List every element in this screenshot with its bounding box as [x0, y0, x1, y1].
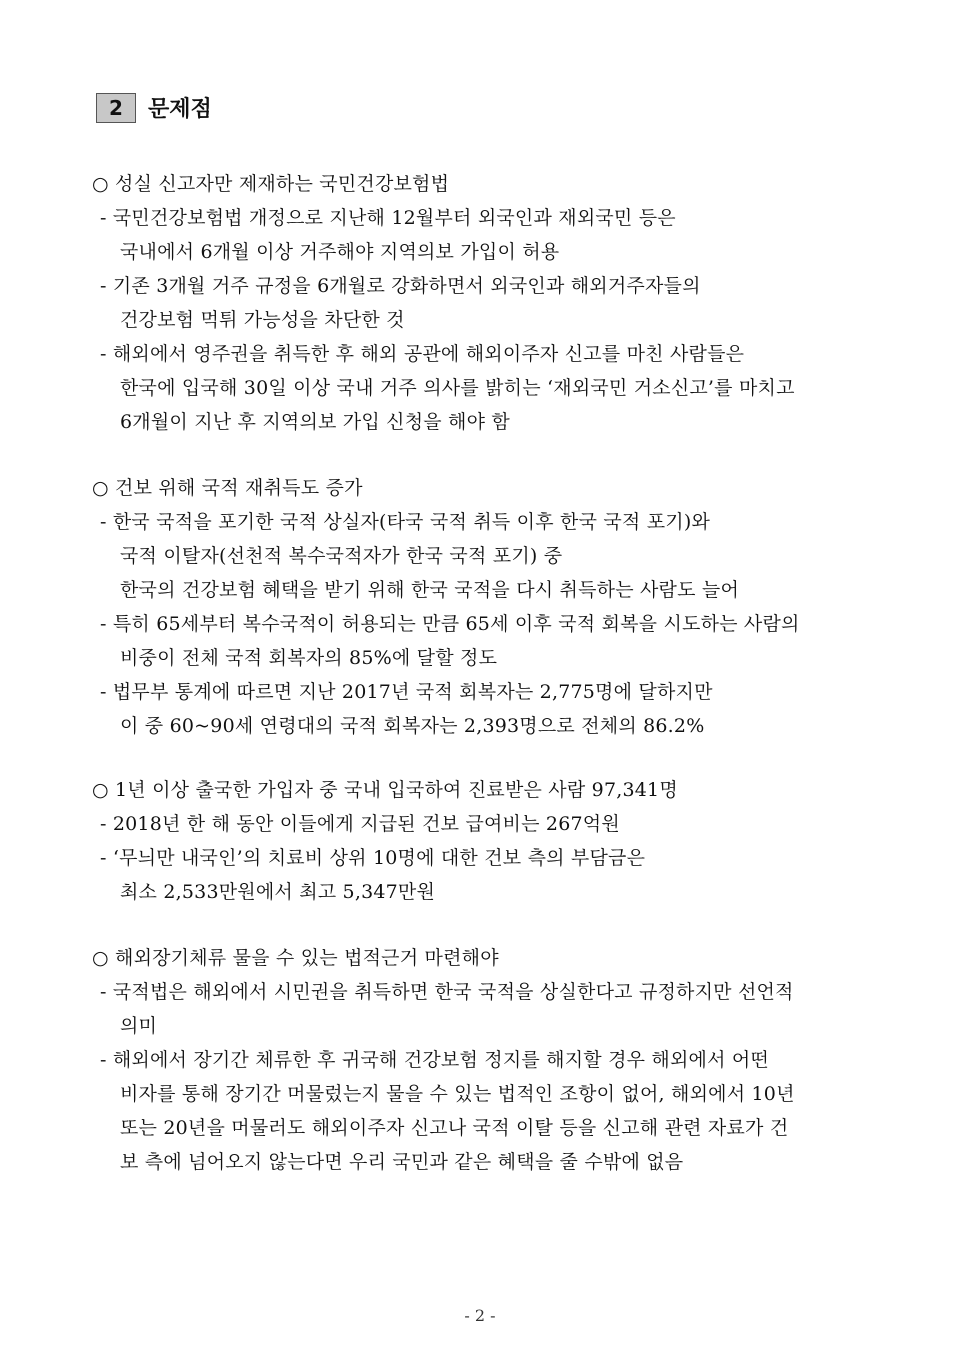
bullet-heading: ○ 건보 위해 국적 재취득도 증가: [92, 477, 363, 499]
bullet-heading: ○ 해외장기체류 물을 수 있는 법적근거 마련해야: [92, 947, 499, 969]
dash-item: - ‘무늬만 내국인’의 치료비 상위 10명에 대한 건보 측의 부담금은: [100, 847, 646, 869]
dash-item: - 특히 65세부터 복수국적이 허용되는 만큼 65세 이후 국적 회복을 시도하는 사람의: [100, 613, 800, 635]
continuation-line: 비자를 통해 장기간 머물렀는지 물을 수 있는 법적인 조항이 없어, 해외에서 10년: [120, 1083, 795, 1105]
continuation-line: 국내에서 6개월 이상 거주해야 지역의보 가입이 허용: [120, 241, 560, 263]
section-title: 문제점: [148, 97, 212, 122]
continuation-line: 보 측에 넘어오지 않는다면 우리 국민과 같은 혜택을 줄 수밖에 없음: [120, 1151, 684, 1173]
continuation-line: 건강보험 먹튀 가능성을 차단한 것: [120, 309, 405, 331]
continuation-line: 의미: [120, 1015, 158, 1037]
section-header: [96, 92, 212, 123]
dash-item: - 국적법은 해외에서 시민권을 취득하면 한국 국적을 상실한다고 규정하지만 선언적: [100, 981, 794, 1003]
continuation-line: 한국에 입국해 30일 이상 국내 거주 의사를 밝히는 ‘재외국민 거소신고’를 마치고: [120, 377, 795, 399]
dash-item: - 해외에서 영주권을 취득한 후 해외 공관에 해외이주자 신고를 마친 사람들은: [100, 343, 745, 365]
continuation-line: 비중이 전체 국적 회복자의 85%에 달할 정도: [120, 647, 498, 669]
page-number: - 2 -: [464, 1306, 496, 1325]
section-number-box: 2: [96, 93, 136, 123]
continuation-line: 한국의 건강보험 혜택을 받기 위해 한국 국적을 다시 취득하는 사람도 늘어: [120, 579, 740, 601]
continuation-line: 이 중 60~90세 연령대의 국적 회복자는 2,393명으로 전체의 86.2%: [120, 715, 705, 737]
dash-item: - 한국 국적을 포기한 국적 상실자(타국 국적 취득 이후 한국 국적 포기)와: [100, 511, 710, 533]
dash-item: - 해외에서 장기간 체류한 후 귀국해 건강보험 정지를 해지할 경우 해외에서 어떤: [100, 1049, 769, 1071]
dash-item: - 기존 3개월 거주 규정을 6개월로 강화하면서 외국인과 해외거주자들의: [100, 275, 701, 297]
continuation-line: 또는 20년을 머물러도 해외이주자 신고나 국적 이탈 등을 신고해 관련 자료가 건: [120, 1117, 789, 1139]
bullet-heading: ○ 1년 이상 출국한 가입자 중 국내 입국하여 진료받은 사람 97,341명: [92, 779, 678, 801]
continuation-line: 최소 2,533만원에서 최고 5,347만원: [120, 881, 436, 903]
dash-item: - 법무부 통계에 따르면 지난 2017년 국적 회복자는 2,775명에 달하지만: [100, 681, 713, 703]
continuation-line: 국적 이탈자(선천적 복수국적자가 한국 국적 포기) 중: [120, 545, 563, 567]
dash-item: - 2018년 한 해 동안 이들에게 지급된 건보 급여비는 267억원: [100, 813, 620, 835]
continuation-line: 6개월이 지난 후 지역의보 가입 신청을 해야 함: [120, 411, 510, 433]
dash-item: - 국민건강보험법 개정으로 지난해 12월부터 외국인과 재외국민 등은: [100, 207, 676, 229]
bullet-heading: ○ 성실 신고자만 제재하는 국민건강보험법: [92, 173, 450, 195]
